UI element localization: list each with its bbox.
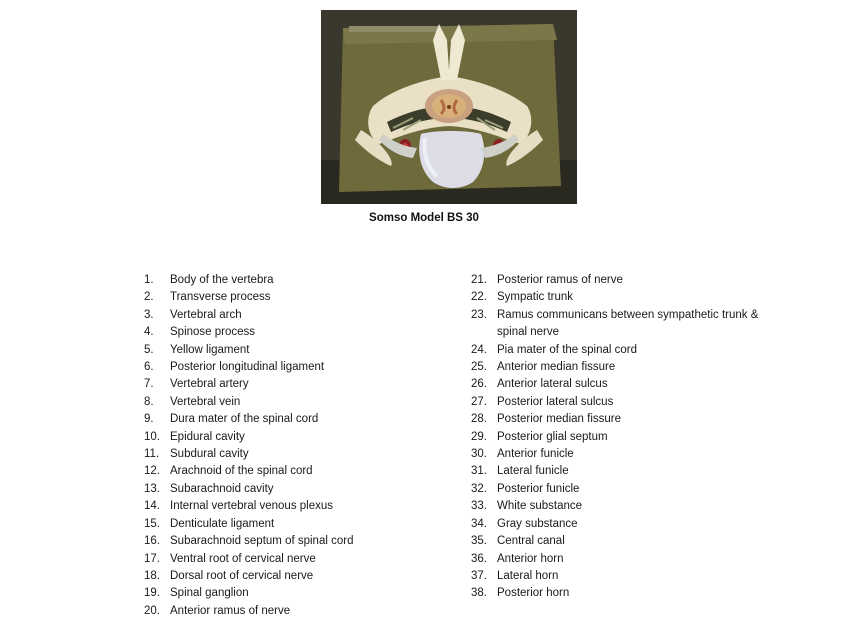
legend-label: Yellow ligament bbox=[170, 343, 250, 356]
legend-label: Posterior median fissure bbox=[497, 413, 621, 426]
legend-number: 18. bbox=[144, 569, 160, 582]
legend-list-right bbox=[471, 272, 771, 603]
legend-item bbox=[471, 516, 771, 533]
legend-label: Dura mater of the spinal cord bbox=[170, 413, 319, 426]
legend-label: White substance bbox=[497, 500, 583, 513]
legend-label: Vertebral arch bbox=[170, 308, 242, 321]
legend-number: 33. bbox=[471, 500, 487, 513]
legend-item bbox=[471, 481, 771, 498]
legend-number: 5. bbox=[144, 343, 154, 356]
legend-item bbox=[471, 342, 771, 359]
legend-item bbox=[144, 289, 444, 306]
legend-item bbox=[471, 498, 771, 515]
legend-list-left bbox=[144, 272, 444, 620]
legend-label: Anterior horn bbox=[497, 552, 564, 565]
legend-number: 37. bbox=[471, 569, 487, 582]
legend-item bbox=[144, 533, 444, 550]
legend-label: Anterior median fissure bbox=[497, 361, 616, 374]
legend-item bbox=[144, 394, 444, 411]
legend-label: Dorsal root of cervical nerve bbox=[170, 569, 314, 582]
legend-number: 19. bbox=[144, 587, 160, 600]
legend-item bbox=[471, 533, 771, 550]
legend-number: 12. bbox=[144, 465, 160, 478]
legend-item bbox=[144, 446, 444, 463]
legend-number: 8. bbox=[144, 395, 154, 408]
legend-label: Gray substance bbox=[497, 517, 578, 530]
legend-label: Lateral horn bbox=[497, 569, 559, 582]
legend-number: 27. bbox=[471, 395, 487, 408]
legend-item bbox=[144, 585, 444, 602]
legend-item bbox=[471, 289, 771, 306]
legend-label: Vertebral vein bbox=[170, 395, 241, 408]
legend-number: 36. bbox=[471, 552, 487, 565]
legend-number: 10. bbox=[144, 430, 160, 443]
legend-item bbox=[144, 481, 444, 498]
legend-label: Arachnoid of the spinal cord bbox=[170, 465, 313, 478]
legend-number: 15. bbox=[144, 517, 160, 530]
legend-number: 7. bbox=[144, 378, 154, 391]
legend-item bbox=[471, 359, 771, 376]
legend-label: Ramus communicans between sympathetic trunk & spinal nerve bbox=[497, 308, 759, 339]
legend-item bbox=[144, 272, 444, 289]
legend-label: Posterior lateral sulcus bbox=[497, 395, 614, 408]
legend-number: 32. bbox=[471, 482, 487, 495]
legend-item bbox=[471, 394, 771, 411]
legend-number: 20. bbox=[144, 604, 160, 617]
legend-number: 23. bbox=[471, 308, 487, 321]
legend-number: 1. bbox=[144, 274, 154, 286]
legend-item bbox=[471, 585, 771, 602]
legend-label: Subarachnoid cavity bbox=[170, 482, 274, 495]
legend-number: 13. bbox=[144, 482, 160, 495]
legend-number: 6. bbox=[144, 361, 154, 374]
legend-label: Vertebral artery bbox=[170, 378, 249, 391]
legend-number: 9. bbox=[144, 413, 154, 426]
legend-item bbox=[471, 551, 771, 568]
legend-label: Posterior horn bbox=[497, 587, 570, 600]
legend-label: Posterior longitudinal ligament bbox=[170, 361, 325, 374]
legend-label: Posterior ramus of nerve bbox=[497, 274, 623, 286]
spinal-cord-model-photo bbox=[321, 10, 577, 204]
legend-label: Sympatic trunk bbox=[497, 291, 574, 304]
legend-item bbox=[144, 516, 444, 533]
legend-label: Anterior lateral sulcus bbox=[497, 378, 608, 391]
legend-number: 30. bbox=[471, 448, 487, 461]
legend-label: Pia mater of the spinal cord bbox=[497, 343, 637, 356]
legend-label: Subdural cavity bbox=[170, 448, 249, 461]
legend-label: Ventral root of cervical nerve bbox=[170, 552, 316, 565]
legend-label: Lateral funicle bbox=[497, 465, 569, 478]
legend-item bbox=[144, 307, 444, 324]
legend-item bbox=[471, 376, 771, 393]
legend-label: Anterior ramus of nerve bbox=[170, 604, 291, 617]
legend-number: 16. bbox=[144, 535, 160, 548]
legend-item bbox=[144, 411, 444, 428]
legend-item bbox=[144, 429, 444, 446]
legend-label: Subarachnoid septum of spinal cord bbox=[170, 535, 354, 548]
legend-number: 4. bbox=[144, 326, 154, 339]
legend-label: Denticulate ligament bbox=[170, 517, 275, 530]
legend-number: 11. bbox=[144, 448, 160, 461]
legend-item bbox=[144, 551, 444, 568]
legend-number: 2. bbox=[144, 291, 154, 304]
legend-number: 31. bbox=[471, 465, 487, 478]
legend-label: Transverse process bbox=[170, 291, 271, 304]
legend-item bbox=[471, 307, 771, 342]
legend-label: Posterior glial septum bbox=[497, 430, 608, 443]
legend-label: Body of the vertebra bbox=[170, 274, 274, 286]
legend-number: 21. bbox=[471, 274, 487, 286]
legend-label: Anterior funicle bbox=[497, 448, 574, 461]
legend-number: 17. bbox=[144, 552, 160, 565]
legend-item bbox=[144, 359, 444, 376]
legend-number: 14. bbox=[144, 500, 160, 513]
legend-item bbox=[144, 568, 444, 585]
legend-number: 29. bbox=[471, 430, 487, 443]
legend-item bbox=[471, 446, 771, 463]
legend-number: 24. bbox=[471, 343, 487, 356]
legend-item bbox=[144, 603, 444, 620]
legend-item bbox=[144, 324, 444, 341]
legend-label: Internal vertebral venous plexus bbox=[170, 500, 334, 513]
legend-number: 35. bbox=[471, 535, 487, 548]
figure-caption: Somso Model BS 30 bbox=[369, 212, 479, 224]
legend-label: Central canal bbox=[497, 535, 565, 548]
legend-number: 28. bbox=[471, 413, 487, 426]
legend-number: 22. bbox=[471, 291, 487, 304]
legend-item bbox=[144, 376, 444, 393]
legend-item bbox=[144, 463, 444, 480]
legend-label: Spinose process bbox=[170, 326, 256, 339]
legend-label: Epidural cavity bbox=[170, 430, 245, 443]
legend-number: 3. bbox=[144, 308, 154, 321]
legend-item bbox=[471, 411, 771, 428]
legend-item bbox=[471, 463, 771, 480]
legend-number: 25. bbox=[471, 361, 487, 374]
legend-label: Spinal ganglion bbox=[170, 587, 249, 600]
legend-item bbox=[144, 498, 444, 515]
legend-label: Posterior funicle bbox=[497, 482, 580, 495]
legend-item bbox=[144, 342, 444, 359]
legend-item bbox=[471, 272, 771, 289]
legend-number: 26. bbox=[471, 378, 487, 391]
legend-number: 38. bbox=[471, 587, 487, 600]
legend-item bbox=[471, 429, 771, 446]
legend-item bbox=[471, 568, 771, 585]
legend-number: 34. bbox=[471, 517, 487, 530]
